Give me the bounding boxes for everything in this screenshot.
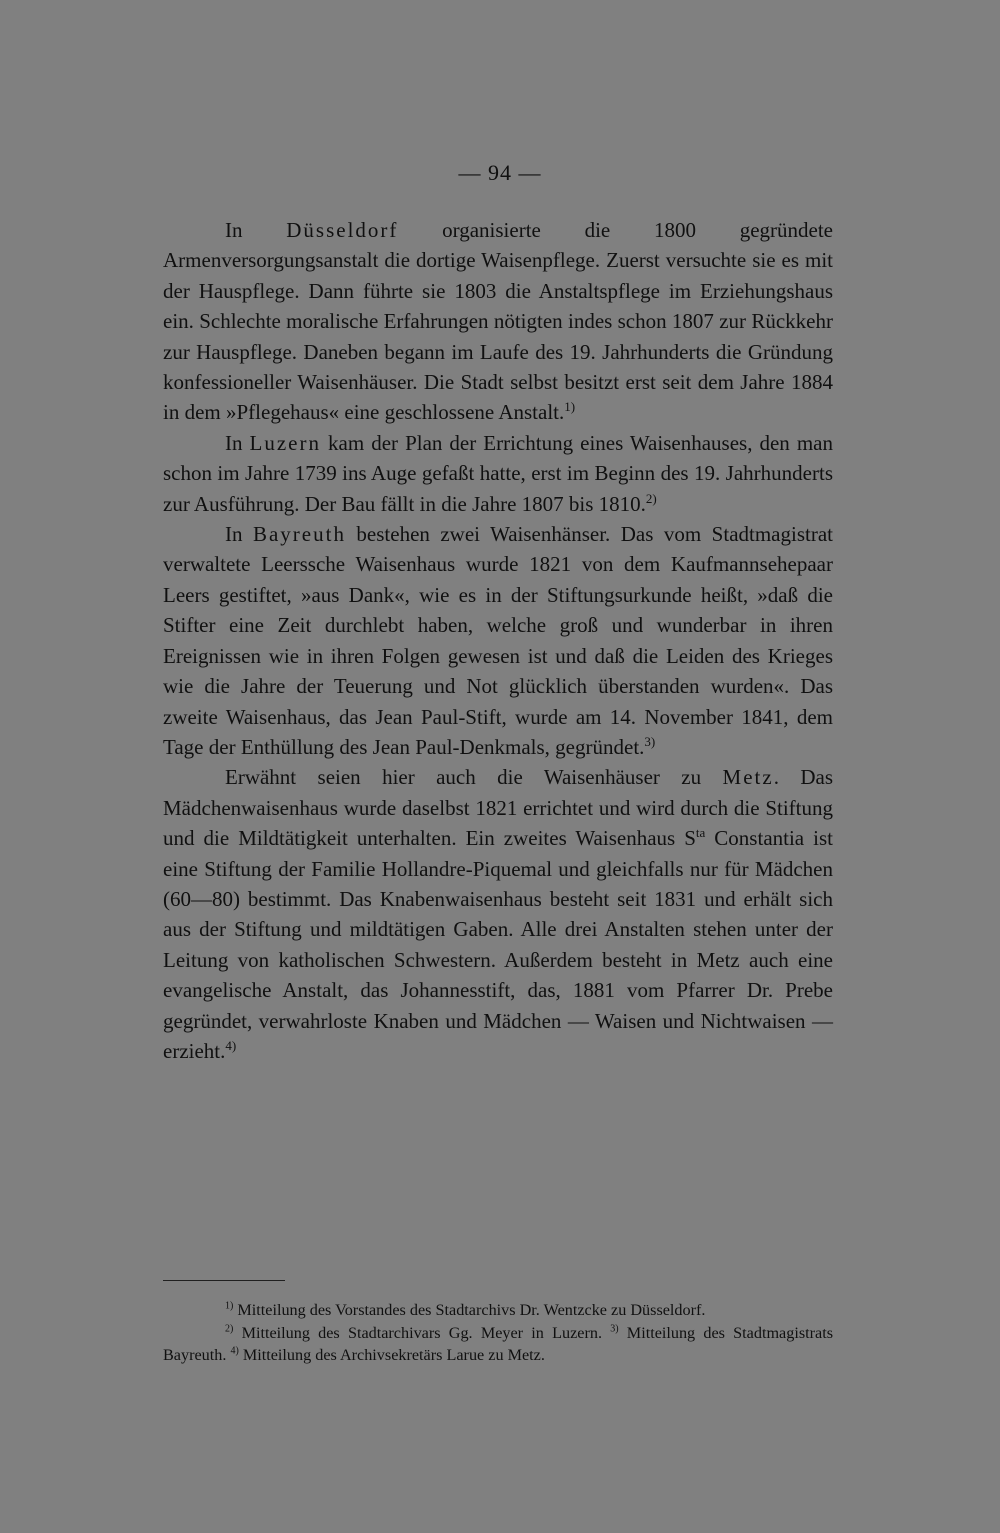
footnote-divider [163,1280,285,1281]
main-text [163,215,833,1066]
paragraph-luzern: In Luzern kam der Plan der Errichtung eines Waisenhauses, den man schon im Jahre 1739 ins Auge gefaßt hatte, erst im Beginn des 19. Jahrhunderts zur Ausführung. Der Bau fällt in die Jahre 1807 bis 1810.$^{2)}$ [163,430,833,516]
footnote-ref: 3) [644,733,656,749]
footnote-1: $^{1)}$ Mitteilung des Vorstandes des Stadtarchivs Dr. Wentzcke zu Düsseldorf. [225,1300,706,1319]
footnote-ref: 4) [225,1037,237,1053]
paragraph-metz: Erwähnt seien hier auch die Waisenhäuser zu Metz. Das Mädchenwaisenhaus wurde daselbst 1821 errichtet und wird durch die Stiftung und die Mildtätigkeit unterhalten. Ein zweites Waisenhaus $S^{ta}$ Constantia ist eine Stiftung der Familie Hollandre-Piquemal und gleichfalls nur für Mädchen (60—80) bestimmt. Das Knabenwaisenhaus besteht seit 1831 und erhält sich aus der Stiftung und mildtätigen Gaben. Alle drei Anstalten stehen unter der Leitung von katholischen Schwestern. Außerdem besteht in Metz auch eine evangelische Anstalt, das Johannesstift, das, 1881 vom Pfarrer Dr. Prebe gegründet, verwahrloste Knaben und Mädchen — Waisen und Nichtwaisen — erzieht.$^{4)}$ [163,765,833,1063]
footnote-2-3: $^{2)}$ Mitteilung des Stadtarchivars Gg. Meyer in Luzern. $^{3)}$ Mitteilung des Stadtmagistrats Bayreuth. $^{4)}$ Mitteilung des Archivsekretärs Larue zu Metz. [163,1323,833,1364]
footnotes [163,1299,833,1367]
page-number: — 94 — [458,160,542,185]
footnote-marker: 4) [230,1345,239,1357]
paragraph-bayreuth: In Bayreuth bestehen zwei Waisenhänser. Das vom Stadtmagistrat verwaltete Leerssche Waisenhaus wurde 1821 von dem Kaufmannsehepaar Leers gestiftet, »aus Dank«, wie es in der Stiftungsurkunde heißt, »daß die Stifter eine Zeit durchlebt haben, welche groß und wunderbar in ihren Ereignissen wie in ihren Folgen gewesen ist und daß die Leiden des Krieges wie die Jahre der Teuerung und Not glücklich überstanden wurden«. Das zweite Waisenhaus, das Jean Paul-Stift, wurde am 14. November 1841, dem Tage der Enthüllung des Jean Paul-Denkmals, gegründet.$^{3)}$ [163,522,833,759]
superscript-abbrev: ta [695,825,706,841]
footnote-marker: 2) [225,1323,234,1335]
paragraph-duesseldorf: In Düsseldorf organisierte die 1800 gegründete Armenversorgungsanstalt die dortige Waisenpflege. Zuerst versuchte sie es mit der Hauspflege. Dann führte sie 1803 die Anstaltspflege im Erziehungshaus ein. Schlechte moralische Erfahrungen nötigten indes schon 1807 zur Rückkehr zur Hauspflege. Daneben begann im Laufe des 19. Jahrhunderts die Gründung konfessioneller Waisenhäuser. Die Stadt selbst besitzt erst seit dem Jahre 1884 in dem »Pflegehaus« eine geschlossene Anstalt.$^{1)}$ [163,218,833,425]
footnote-marker: 1) [225,1300,234,1312]
footnote-marker: 3) [610,1323,619,1335]
city-name: Bayreuth [252,522,346,547]
footnote-ref: 1) [564,399,576,415]
city-name: Metz [722,765,774,790]
city-name: Düsseldorf [286,218,399,242]
city-name: Luzern [249,430,321,455]
footnote-ref: 2) [645,490,657,506]
